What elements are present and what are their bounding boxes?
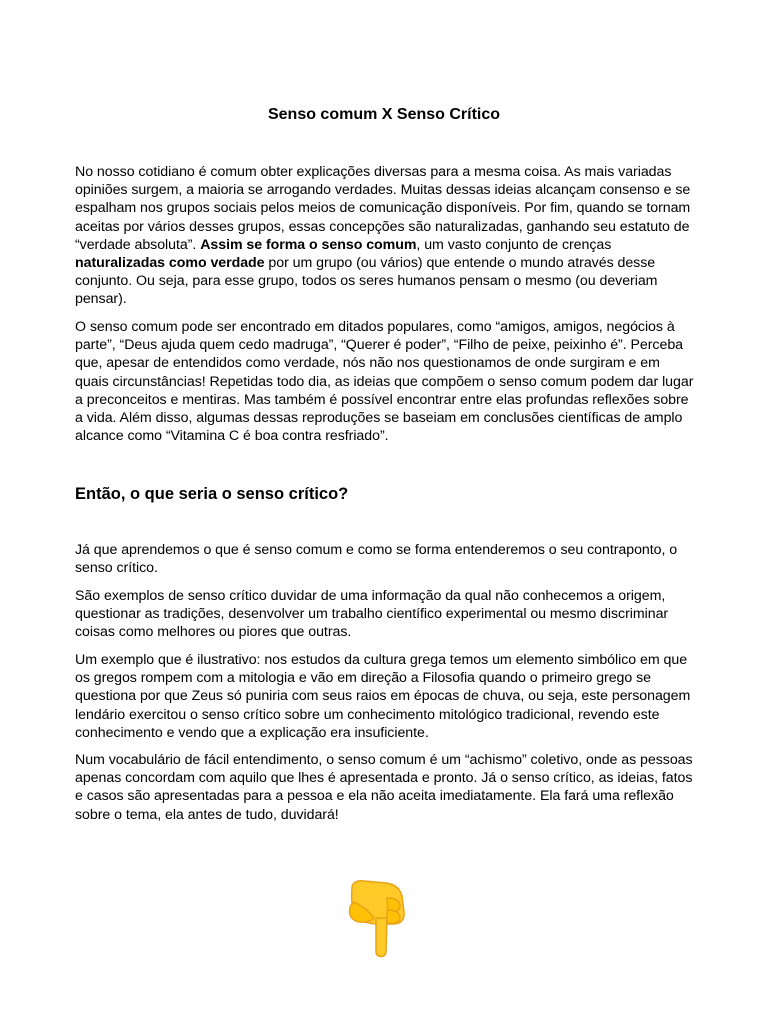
paragraph-achismo: Num vocabulário de fácil entendimento, o senso comum é um “achismo” coletivo, onde as pessoas apenas concordam com aquilo que lhes é apresentada e pronto. Já o senso crítico, as ideias, fatos e casos são apresentadas para a pessoa e ela não aceita imediatamente. Ela fará uma reflexão sobre o tema, ela antes de tudo, duvidará! [75,752,693,823]
paragraph-ditados-populares: O senso comum pode ser encontrado em ditados populares, como “amigos, amigos, negócios à parte”, “Deus ajuda quem cedo madruga”, “Querer é poder”, “Filho de peixe, peixinho é”. Perceba que, apesar de entendidos como verdade, nós não nos questionamos de onde surgiram e em quais circunstâncias! Repetidas todo dia, as ideias que compõem o senso comum podem dar lugar a preconceitos e mentiras. Mas também é possível encontrar entre elas profundas reflexões sobre a vida. Além disso, algumas dessas reproduções se baseiam em conclusões científicas de amplo alcance como “Vitamina C é boa contra resfriado”. [75,319,694,445]
paragraph-text: por um grupo (ou vários) que entende o mundo através desse conjunto. Ou seja, para esse grupo, todos os seres humanos pensam o mesmo (ou deveriam pensar). [75,255,658,308]
paragraph-cultura-grega: Um exemplo que é ilustrativo: nos estudos da cultura grega temos um elemento simbólico em que os gregos rompem com a mitologia e vão em direção a Filosofia quando o primeiro grego se questiona por que Zeus só puniria com seus raios em épocas de chuva, ou seja, este personagem lendário exercitou o senso crítico sobre um conhecimento mitológico tradicional, revendo este conhecimento e vendo que a explicação era insuficiente. [75,652,691,741]
paragraph-text: No nosso cotidiano é comum obter explicações diversas para a mesma coisa. As mais variadas opiniões surgem, a maioria se arrogando verdades. Muitas dessas ideias alcançam consenso e se espalham nos grupos sociais pelos meios de comunicação disponíveis. Por fim, quando se tornam aceitas por vários desses grupos, essas concepções são naturalizadas, ganhando seu estatuto de “verdade absoluta”. [75,164,691,253]
paragraph-contraponto: Já que aprendemos o que é senso comum e como se forma entenderemos o seu contraponto, o senso crítico. [75,542,678,577]
bold-phrase-naturalizadas: naturalizadas como verdade [75,255,265,272]
pointing-down-hand-icon [340,878,420,962]
paragraph-exemplos: São exemplos de senso crítico duvidar de uma informação da qual não conhecemos a origem, questionar as tradições, desenvolver um trabalho científico experimental ou mesmo discriminar coisas como melhores ou piores que outras. [75,588,669,641]
paragraph-senso-comum-definition [75,163,697,309]
section-heading-senso-critico: Então, o que seria o senso crítico? [75,485,349,503]
paragraph-text: , um vasto conjunto de crenças [416,236,612,253]
document-title: Senso comum X Senso Crítico [267,106,501,123]
bold-phrase-senso-comum: Assim se forma o senso comum [200,236,417,253]
